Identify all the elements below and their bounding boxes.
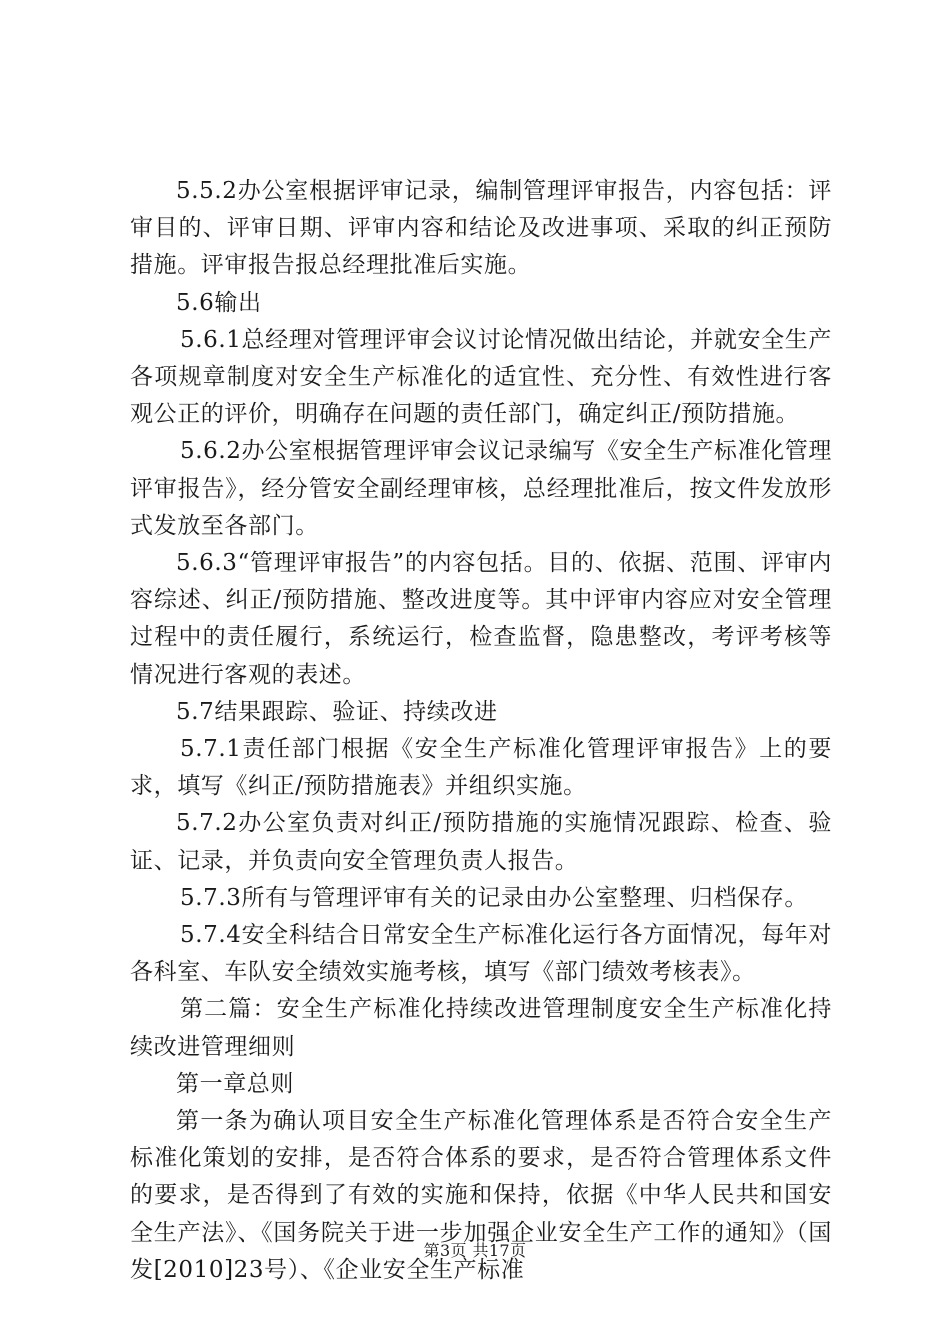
paragraph-5-5-2: 5.5.2办公室根据评审记录，编制管理评审报告，内容包括：评审目的、评审日期、评审内容和结论及改进事项、采取的纠正预防措施。评审报告报总经理批准后实施。	[130, 178, 832, 279]
section-heading-5-6: 5.6输出	[176, 289, 262, 316]
document-body	[130, 173, 832, 1289]
section-heading-5-7: 5.7结果跟踪、验证、持续改进	[176, 698, 498, 725]
paragraph-5-7-2: 5.7.2办公室负责对纠正/预防措施的实施情况跟踪、检查、验证、记录，并负责向安全管理负责人报告。	[130, 810, 832, 874]
paragraph-5-6-2: 5.6.2办公室根据管理评审会议记录编写《安全生产标准化管理评审报告》，经分管安全副经理审核，总经理批准后，按文件发放形式发放至各部门。	[130, 438, 832, 539]
chapter-one-heading: 第一章总则	[176, 1070, 294, 1097]
part-two-title: 第二篇：安全生产标准化持续改进管理制度安全生产标准化持续改进管理细则	[130, 996, 832, 1060]
paragraph-5-6-3: 5.6.3“管理评审报告”的内容包括。目的、依据、范围、评审内容综述、纠正/预防措施、整改进度等。其中评审内容应对安全管理过程中的责任履行，系统运行，检查监督，隐患整改，考评考核等情况进行客观的表述。	[130, 550, 832, 688]
paragraph-5-7-1: 5.7.1责任部门根据《安全生产标准化管理评审报告》上的要求，填写《纠正/预防措施表》并组织实施。	[130, 736, 832, 800]
page-number-footer: 第3页 共17页	[423, 1241, 527, 1260]
paragraph-5-6-1: 5.6.1总经理对管理评审会议讨论情况做出结论，并就安全生产各项规章制度对安全生产标准化的适宜性、充分性、有效性进行客观公正的评价，明确存在问题的责任部门，确定纠正/预防措施。	[130, 326, 832, 428]
paragraph-5-7-3: 5.7.3所有与管理评审有关的记录由办公室整理、归档保存。	[180, 884, 808, 911]
paragraph-5-7-4: 5.7.4安全科结合日常安全生产标准化运行各方面情况，每年对各科室、车队安全绩效实施考核，填写《部门绩效考核表》。	[130, 922, 832, 986]
article-one-paragraph: 第一条为确认项目安全生产标准化管理体系是否符合安全生产标准化策划的安排，是否符合体系的要求，是否符合管理体系文件的要求，是否得到了有效的实施和保持，依据《中华人民共和国安全生产法》、《国务院关于进一步加强企业安全生产工作的通知》（国发[2010]23号）、《企业安全生产标准	[130, 1108, 832, 1283]
